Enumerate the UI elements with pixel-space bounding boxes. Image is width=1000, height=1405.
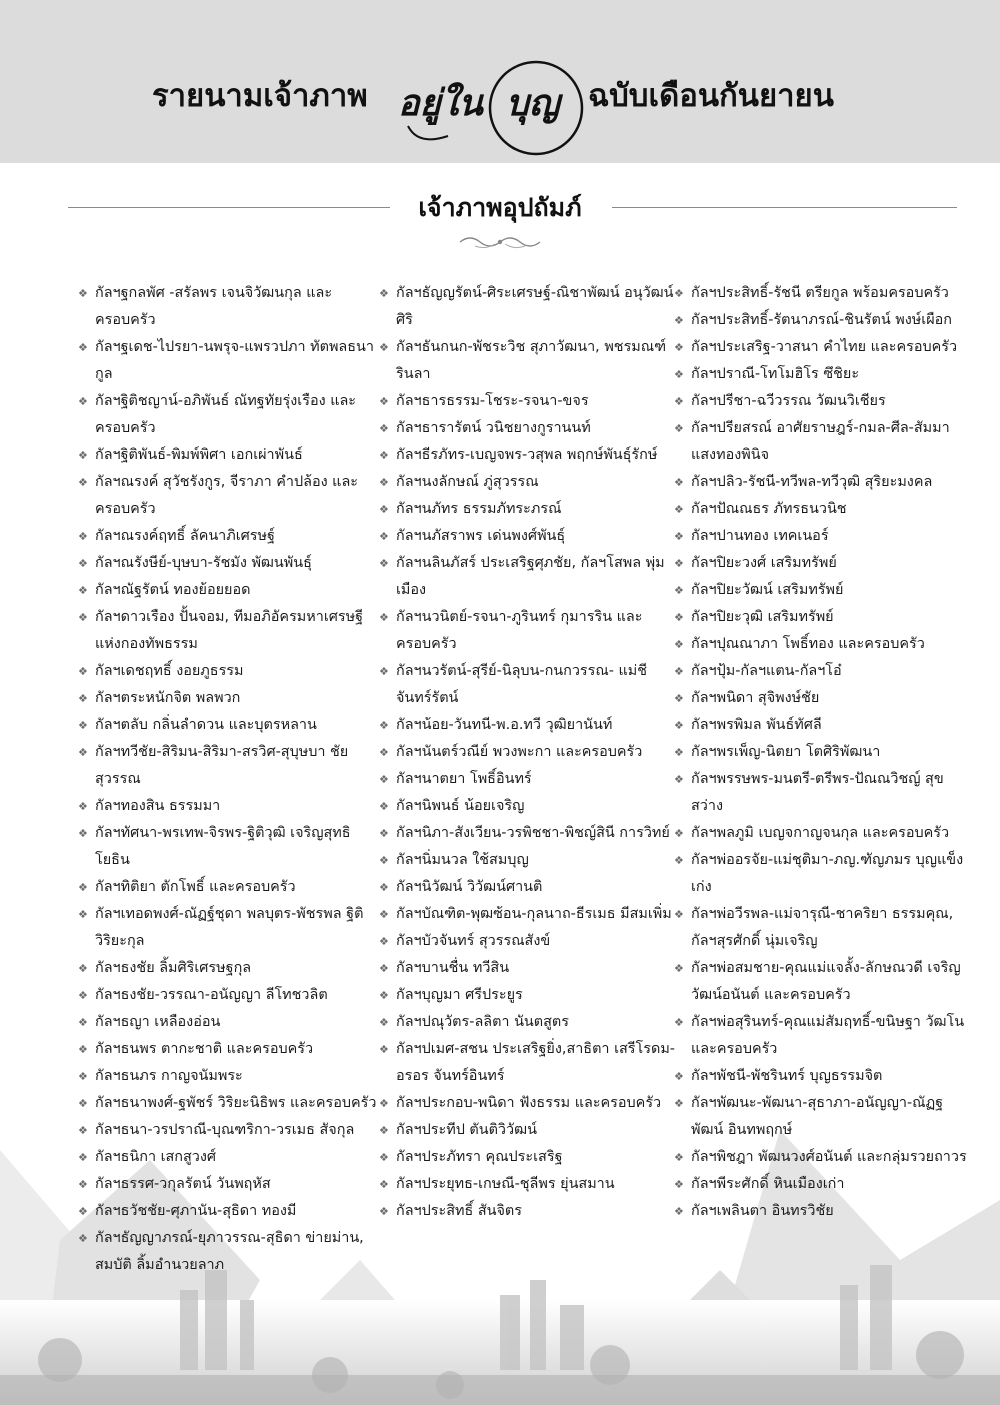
diamond-bullet-icon: ❖ — [78, 1205, 88, 1218]
sponsor-name: กัลฯธัญญาภรณ์-ยุภาวรรณ-สุธิดา ข่ายม่าน, สมบัติ ลิ้มอำนวยลาภ — [95, 1230, 364, 1273]
sponsor-name: กัลฯประสิทธิ์ สันจิตร — [396, 1203, 522, 1219]
list-item — [674, 685, 974, 712]
sponsor-name: กัลฯธวัชชัย-ศุภานัน-สุธิดา ทองมี — [95, 1203, 297, 1219]
list-item — [78, 550, 380, 577]
sponsor-name: กัลฯนิภา-สังเวียน-วรพิชชา-พิชญ์สินี การวิทย์ — [396, 825, 670, 841]
diamond-bullet-icon: ❖ — [78, 1043, 88, 1056]
sponsor-name: กัลฯธารธรรม-โชระ-รจนา-ขจร — [396, 393, 589, 409]
list-item — [78, 1009, 380, 1036]
sponsor-name: กัลฯพรรษพร-มนตรี-ตรีพร-ปัณณวิชญ์ สุขสว่าง — [691, 771, 944, 814]
list-item — [78, 1225, 380, 1279]
list-item — [674, 631, 974, 658]
list-item — [379, 1036, 682, 1090]
diamond-bullet-icon: ❖ — [379, 989, 389, 1002]
sponsor-name: กัลฯธนภร กาญจนัมพระ — [95, 1068, 243, 1084]
list-item — [379, 1090, 682, 1117]
magazine-logo — [388, 56, 588, 160]
diamond-bullet-icon: ❖ — [78, 1151, 88, 1164]
list-item — [379, 280, 682, 334]
diamond-bullet-icon: ❖ — [379, 773, 389, 786]
diamond-bullet-icon: ❖ — [379, 611, 389, 624]
list-item — [674, 361, 974, 388]
list-item — [78, 523, 380, 550]
list-item — [78, 685, 380, 712]
sponsor-name: กัลฯปเมศ-สชน ประเสริฐยิ่ง,สาธิตา เสรีโรดม- อรอร จันทร์อินทร์ — [396, 1041, 676, 1084]
list-item — [674, 604, 974, 631]
list-item — [78, 604, 380, 658]
diamond-bullet-icon: ❖ — [379, 935, 389, 948]
list-item — [78, 1090, 380, 1117]
sponsor-name: กัลฯฐิติพันธ์-พิมพ์พิศา เอกเผ่าพันธ์ — [95, 447, 303, 463]
list-item — [78, 955, 380, 982]
diamond-bullet-icon: ❖ — [674, 962, 684, 975]
sponsor-name: กัลฯดาวเรือง ปั้นจอม, ทีมอภิอัครมหาเศรษฐี แห่งกองทัพธรรม — [95, 609, 364, 652]
diamond-bullet-icon: ❖ — [674, 503, 684, 516]
list-item — [674, 1171, 974, 1198]
sponsor-name: กัลฯณรังษีย์-บุษบา-รัชมัง พัฒนพันธุ์ — [95, 555, 312, 571]
diamond-bullet-icon: ❖ — [379, 1151, 389, 1164]
sponsor-name: กัลฯบานชื่น ทวีสิน — [396, 960, 510, 976]
list-item — [674, 820, 974, 847]
diamond-bullet-icon: ❖ — [674, 1070, 684, 1083]
diamond-bullet-icon: ❖ — [78, 989, 88, 1002]
list-item — [674, 523, 974, 550]
list-item — [379, 1117, 682, 1144]
list-item — [78, 577, 380, 604]
list-item — [78, 658, 380, 685]
diamond-bullet-icon: ❖ — [379, 962, 389, 975]
diamond-bullet-icon: ❖ — [78, 287, 88, 300]
sponsor-name: กัลฯประยุทธ-เกษณี-ชุลีพร ยุ่นสมาน — [396, 1176, 615, 1192]
sponsor-name: กัลฯปณุวัตร-ลลิตา นันตสูตร — [396, 1014, 569, 1030]
sponsor-name: กัลฯปลิว-รัชนี-ทวีพล-ทวีวุฒิ สุริยะมงคล — [691, 474, 933, 490]
list-item — [379, 415, 682, 442]
diamond-bullet-icon: ❖ — [379, 557, 389, 570]
sponsor-name: กัลฯพนิดา สุจิพงษ์ชัย — [691, 690, 820, 706]
diamond-bullet-icon: ❖ — [78, 746, 88, 759]
diamond-bullet-icon: ❖ — [379, 449, 389, 462]
list-item — [78, 1036, 380, 1063]
sponsor-name: กัลฯประสิทธิ์-รัชนี ตรียกูล พร้อมครอบครัว — [691, 285, 949, 301]
header-title-right: ฉบับเดือนกันยายน — [588, 78, 834, 114]
diamond-bullet-icon: ❖ — [379, 476, 389, 489]
list-item — [78, 712, 380, 739]
sponsor-name: กัลฯปุ้ม-กัลฯแตน-กัลฯโอ๋ — [691, 663, 842, 679]
diamond-bullet-icon: ❖ — [674, 827, 684, 840]
diamond-bullet-icon: ❖ — [379, 503, 389, 516]
diamond-bullet-icon: ❖ — [379, 827, 389, 840]
sponsor-name: กัลฯนวนิตย์-รจนา-ภูรินทร์ กุมารริน และครอบครัว — [396, 609, 643, 652]
list-item — [379, 1009, 682, 1036]
diamond-bullet-icon: ❖ — [78, 530, 88, 543]
list-item — [379, 523, 682, 550]
list-item — [379, 388, 682, 415]
diamond-bullet-icon: ❖ — [78, 1070, 88, 1083]
sponsor-name: กัลฯบัวจันทร์ สุวรรณสังข์ — [396, 933, 551, 949]
diamond-bullet-icon: ❖ — [78, 584, 88, 597]
sponsor-name: กัลฯนงลักษณ์ ภู่สุวรรณ — [396, 474, 539, 490]
diamond-bullet-icon: ❖ — [78, 1178, 88, 1191]
sponsor-name: กัลฯธีรภัทร-เบญจพร-วสุพล พฤกษ์พันธุ์รักษ์ — [396, 447, 658, 463]
sponsor-name: กัลฯประกอบ-พนิดา ฟังธรรม และครอบครัว — [396, 1095, 662, 1111]
diamond-bullet-icon: ❖ — [674, 1178, 684, 1191]
list-item — [78, 739, 380, 793]
sponsor-name: กัลฯปิยะวงศ์ เสริมทรัพย์ — [691, 555, 837, 571]
sponsor-name: กัลฯเทอดพงศ์-ณัฏฐ์ชุดา พลบุตร-พัชรพล ฐิติวิริยะกุล — [95, 906, 364, 949]
sponsor-name: กัลฯตลับ กลิ่นลำดวน และบุตรหลาน — [95, 717, 317, 733]
diamond-bullet-icon: ❖ — [78, 341, 88, 354]
list-item — [379, 1144, 682, 1171]
list-item — [674, 658, 974, 685]
list-item — [674, 847, 974, 901]
sponsor-name: กัลฯพลภูมิ เบญจกาญจนกุล และครอบครัว — [691, 825, 950, 841]
list-item — [78, 1171, 380, 1198]
list-item — [674, 955, 974, 1009]
diamond-bullet-icon: ❖ — [379, 881, 389, 894]
sponsor-name: กัลฯทองสิน ธรรมมา — [95, 798, 221, 814]
diamond-bullet-icon: ❖ — [379, 1124, 389, 1137]
diamond-bullet-icon: ❖ — [674, 1016, 684, 1029]
list-item — [78, 982, 380, 1009]
diamond-bullet-icon: ❖ — [379, 341, 389, 354]
diamond-bullet-icon: ❖ — [674, 530, 684, 543]
list-item — [379, 1198, 682, 1225]
sponsor-name: กัลฯปิยะวัฒน์ เสริมทรัพย์ — [691, 582, 844, 598]
header-title-left: รายนามเจ้าภาพ — [152, 78, 368, 114]
sponsor-name: กัลฯนภัทร ธรรมภัทระภรณ์ — [396, 501, 562, 517]
list-item — [674, 280, 974, 307]
section-title: เจ้าภาพอุปถัมภ์ — [418, 193, 582, 222]
list-item — [379, 1171, 682, 1198]
list-item — [379, 496, 682, 523]
sponsor-name: กัลฯพิชฎา พัฒนวงศ์อนันต์ และกลุ่มรวยถาวร — [691, 1149, 967, 1165]
sponsor-name: กัลฯปรียสรณ์ อาศัยราษฎร์-กมล-ศีล-สัมมา แสงทองพินิจ — [691, 420, 950, 463]
sponsor-name: กัลฯพ่ออรจัย-แม่ชุติมา-ภญ.ฑัญภมร บุญแข็งเก่ง — [691, 852, 964, 895]
list-item — [379, 334, 682, 388]
diamond-bullet-icon: ❖ — [379, 1016, 389, 1029]
sponsor-name: กัลฯนันตร์วณีย์ พวงพะกา และครอบครัว — [396, 744, 643, 760]
sponsor-name: กัลฯณรงค์ สุวัชรังกูร, จีราภา คำปล้อง และครอบครัว — [95, 474, 359, 517]
diamond-bullet-icon: ❖ — [674, 908, 684, 921]
list-item — [78, 334, 380, 388]
list-item — [674, 712, 974, 739]
logo-word-1: อยู่ใน — [398, 82, 483, 124]
list-item — [379, 901, 682, 928]
list-item — [78, 388, 380, 442]
list-item — [379, 469, 682, 496]
sponsor-name: กัลฯธารารัตน์ วนิชยางกูรานนท์ — [396, 420, 591, 436]
sponsor-name: กัลฯพ่อสมชาย-คุณแม่แจลั้ง-ลักษณวดี เจริญวัฒน์อนันต์ และครอบครัว — [691, 960, 961, 1003]
sponsor-name: กัลฯพรพิมล พันธ์ทัศลี — [691, 717, 822, 733]
sponsor-name: กัลฯนาตยา โพธิ์อินทร์ — [396, 771, 532, 787]
list-item — [674, 1144, 974, 1171]
diamond-bullet-icon: ❖ — [78, 611, 88, 624]
list-item — [674, 739, 974, 766]
diamond-bullet-icon: ❖ — [78, 665, 88, 678]
divider-right — [612, 207, 957, 208]
list-item — [379, 928, 682, 955]
sponsor-name: กัลฯเพลินตา อินทรวิชัย — [691, 1203, 834, 1219]
sponsor-column-3 — [674, 280, 974, 1225]
diamond-bullet-icon: ❖ — [674, 1151, 684, 1164]
diamond-bullet-icon: ❖ — [379, 422, 389, 435]
sponsor-name: กัลฯปานทอง เทคเนอร์ — [691, 528, 829, 544]
list-item — [674, 1063, 974, 1090]
diamond-bullet-icon: ❖ — [379, 800, 389, 813]
sponsor-name: กัลฯปิยะวุฒิ เสริมทรัพย์ — [691, 609, 834, 625]
list-item — [674, 388, 974, 415]
list-item — [674, 415, 974, 469]
sponsor-name: กัลฯประภัทรา คุณประเสริฐ — [396, 1149, 563, 1165]
diamond-bullet-icon: ❖ — [674, 611, 684, 624]
diamond-bullet-icon: ❖ — [78, 395, 88, 408]
sponsor-name: กัลฯน้อย-วันทนี-พ.อ.ทวี วุฒิยานันท์ — [396, 717, 613, 733]
sponsor-name: กัลฯธนพร ตากะชาติ และครอบครัว — [95, 1041, 314, 1057]
sponsor-name: กัลฯทวีชัย-สิริมน-สิริมา-สรวิศ-สุบุษบา ชัยสุวรรณ — [95, 744, 349, 787]
sponsor-name: กัลฯประทีป ตันติวิวัฒน์ — [396, 1122, 537, 1138]
sponsor-column-1 — [78, 280, 380, 1279]
sponsor-name: กัลฯบัณฑิต-พุฒซ้อน-กุลนาถ-ธีรเมธ มีสมเพิ่ม — [396, 906, 672, 922]
sponsor-name: กัลฯพัฒนะ-พัฒนา-สุธาภา-อนัญญา-ณัฏฐพัฒน์ อินทพฤกษ์ — [691, 1095, 944, 1138]
diamond-bullet-icon: ❖ — [78, 908, 88, 921]
sponsor-name: กัลฯณรงค์ฤทธิ์ ลัคนาภิเศรษฐ์ — [95, 528, 275, 544]
diamond-bullet-icon: ❖ — [379, 854, 389, 867]
list-item — [78, 1117, 380, 1144]
diamond-bullet-icon: ❖ — [78, 476, 88, 489]
list-item — [674, 577, 974, 604]
sponsor-name: กัลฯธญา เหลืองอ่อน — [95, 1014, 221, 1030]
diamond-bullet-icon: ❖ — [78, 692, 88, 705]
sponsor-name: กัลฯปัณณธร ภัทรธนวนิช — [691, 501, 847, 517]
diamond-bullet-icon: ❖ — [78, 557, 88, 570]
diamond-bullet-icon: ❖ — [78, 881, 88, 894]
list-item — [78, 901, 380, 955]
diamond-bullet-icon: ❖ — [78, 1124, 88, 1137]
ornament-flourish-icon — [455, 232, 545, 252]
diamond-bullet-icon: ❖ — [78, 962, 88, 975]
list-item — [674, 550, 974, 577]
list-item — [78, 280, 380, 334]
sponsor-name: กัลฯบุญมา ศรีประยูร — [396, 987, 523, 1003]
list-item — [379, 793, 682, 820]
sponsor-name: กัลฯธนิกา เสกสูวงศ์ — [95, 1149, 217, 1165]
diamond-bullet-icon: ❖ — [379, 719, 389, 732]
diamond-bullet-icon: ❖ — [674, 368, 684, 381]
list-item — [379, 712, 682, 739]
list-item — [78, 469, 380, 523]
list-item — [78, 442, 380, 469]
list-item — [379, 955, 682, 982]
diamond-bullet-icon: ❖ — [674, 854, 684, 867]
diamond-bullet-icon: ❖ — [379, 908, 389, 921]
diamond-bullet-icon: ❖ — [674, 341, 684, 354]
sponsor-name: กัลฯธัญญรัตน์-ศิระเศรษฐ์-ณิชาพัฒน์ อนุวัฒน์ศิริ — [396, 285, 674, 328]
sponsor-name: กัลฯฐเดช-ไปรยา-นพรุจ-แพรวปภา ทัตพลธนากูล — [95, 339, 374, 382]
list-item — [674, 1090, 974, 1144]
sponsor-name: กัลฯนลินภัสร์ ประเสริฐศุภชัย, กัลฯโสพล พุ่มเมือง — [396, 555, 665, 598]
list-item — [78, 1144, 380, 1171]
sponsor-name: กัลฯธงชัย ลิ้มศิริเศรษฐกุล — [95, 960, 252, 976]
sponsor-name: กัลฯพ่อวีรพล-แม่จารุณี-ชาคริยา ธรรมคุณ, กัลฯสุรศักดิ์ นุ่มเจริญ — [691, 906, 954, 949]
diamond-bullet-icon: ❖ — [674, 773, 684, 786]
logo-word-2: บุญ — [506, 82, 560, 124]
diamond-bullet-icon: ❖ — [379, 746, 389, 759]
diamond-bullet-icon: ❖ — [78, 827, 88, 840]
diamond-bullet-icon: ❖ — [78, 719, 88, 732]
sponsor-name: กัลฯพีระศักดิ์ หินเมืองเก่า — [691, 1176, 845, 1192]
sponsor-name: กัลฯธงชัย-วรรณา-อนัญญา ลีโทชวลิต — [95, 987, 328, 1003]
list-item — [78, 874, 380, 901]
sponsor-column-2 — [379, 280, 682, 1225]
diamond-bullet-icon: ❖ — [674, 476, 684, 489]
list-item — [674, 1198, 974, 1225]
list-item — [379, 982, 682, 1009]
diamond-bullet-icon: ❖ — [674, 665, 684, 678]
diamond-bullet-icon: ❖ — [379, 530, 389, 543]
list-item — [379, 442, 682, 469]
sponsor-name: กัลฯปราณี-โทโมฮิโร ซึชิยะ — [691, 366, 860, 382]
diamond-bullet-icon: ❖ — [674, 287, 684, 300]
diamond-bullet-icon: ❖ — [379, 1205, 389, 1218]
list-item — [379, 820, 682, 847]
list-item — [78, 793, 380, 820]
list-item — [674, 469, 974, 496]
list-item — [674, 1009, 974, 1063]
sponsor-name: กัลฯพรเพ็ญ-นิตยา โตศิริพัฒนา — [691, 744, 881, 760]
diamond-bullet-icon: ❖ — [674, 314, 684, 327]
sponsor-name: กัลฯนิ่มนวล ใช้สมบุญ — [396, 852, 529, 868]
list-item — [78, 1063, 380, 1090]
diamond-bullet-icon: ❖ — [78, 449, 88, 462]
list-item — [379, 550, 682, 604]
sponsor-name: กัลฯธนา-วรปราณี-บุณฑริกา-วรเมธ สัจกุล — [95, 1122, 355, 1138]
header-banner — [0, 0, 1000, 163]
list-item — [674, 766, 974, 820]
diamond-bullet-icon: ❖ — [78, 1016, 88, 1029]
list-item — [379, 847, 682, 874]
diamond-bullet-icon: ❖ — [674, 422, 684, 435]
diamond-bullet-icon: ❖ — [78, 1097, 88, 1110]
sponsor-name: กัลฯปุณณาภา โพธิ์ทอง และครอบครัว — [691, 636, 925, 652]
diamond-bullet-icon: ❖ — [674, 557, 684, 570]
sponsor-name: กัลฯฐกลพัศ -สรัลพร เจนจิวัฒนกุล และครอบครัว — [95, 285, 333, 328]
list-item — [379, 766, 682, 793]
sponsor-name: กัลฯเดชฤทธิ์ งอยภูธรรม — [95, 663, 244, 679]
sponsor-name: กัลฯปรีชา-ฉวีวรรณ วัฒนวิเชียร — [691, 393, 886, 409]
list-item — [379, 874, 682, 901]
diamond-bullet-icon: ❖ — [78, 800, 88, 813]
sponsor-name: กัลฯทัศนา-พรเทพ-จิรพร-ฐิติวุฒิ เจริญสุทธิโยธิน — [95, 825, 351, 868]
diamond-bullet-icon: ❖ — [674, 1097, 684, 1110]
list-item — [78, 820, 380, 874]
diamond-bullet-icon: ❖ — [379, 1097, 389, 1110]
diamond-bullet-icon: ❖ — [379, 287, 389, 300]
sponsor-name: กัลฯนวรัตน์-สุรีย์-นิลุบน-กนกวรรณ- แม่ชีจันทร์รัตน์ — [396, 663, 648, 706]
diamond-bullet-icon: ❖ — [674, 395, 684, 408]
sponsor-name: กัลฯธันกนก-พัชระวิช สุภาวัฒนา, พชรมณฑ์ รินลา — [396, 339, 667, 382]
sponsor-name: กัลฯประเสริฐ-วาสนา คำไทย และครอบครัว — [691, 339, 958, 355]
list-item — [674, 334, 974, 361]
list-item — [674, 496, 974, 523]
sponsor-name: กัลฯนิพนธ์ น้อยเจริญ — [396, 798, 525, 814]
sponsor-name: กัลฯณัฐรัตน์ ทองย้อยยอด — [95, 582, 251, 598]
diamond-bullet-icon: ❖ — [674, 638, 684, 651]
sponsor-name: กัลฯธรรศ-วกุลรัตน์ วันพฤหัส — [95, 1176, 271, 1192]
diamond-bullet-icon: ❖ — [379, 395, 389, 408]
diamond-bullet-icon: ❖ — [674, 692, 684, 705]
diamond-bullet-icon: ❖ — [674, 746, 684, 759]
diamond-bullet-icon: ❖ — [674, 719, 684, 732]
diamond-bullet-icon: ❖ — [674, 584, 684, 597]
sponsor-name: กัลฯพัชนี-พัชรินทร์ บุญธรรมจิต — [691, 1068, 883, 1084]
sponsor-name: กัลฯฐิติชญาน์-อภิพันธ์ ณัทฐทัยรุ่งเรือง และครอบครัว — [95, 393, 357, 436]
diamond-bullet-icon: ❖ — [379, 1043, 389, 1056]
list-item — [674, 307, 974, 334]
list-item — [78, 1198, 380, 1225]
list-item — [379, 658, 682, 712]
diamond-bullet-icon: ❖ — [78, 1232, 88, 1245]
sponsor-name: กัลฯประสิทธิ์-รัตนาภรณ์-ชินรัตน์ พงษ์เผือก — [691, 312, 952, 328]
diamond-bullet-icon: ❖ — [674, 1205, 684, 1218]
diamond-bullet-icon: ❖ — [379, 1178, 389, 1191]
list-item — [379, 739, 682, 766]
sponsor-name: กัลฯทิติยา ตักโพธิ์ และครอบครัว — [95, 879, 296, 895]
diamond-bullet-icon: ❖ — [379, 665, 389, 678]
sponsor-name: กัลฯธนาพงศ์-ฐพัชร์ วิริยะนิธิพร และครอบครัว — [95, 1095, 377, 1111]
sponsor-name: กัลฯพ่อสุรินทร์-คุณแม่สัมฤทธิ์-ขนิษฐา วัฒโน และครอบครัว — [691, 1014, 965, 1057]
sponsor-name: กัลฯตระหนักจิต พลพวก — [95, 690, 241, 706]
sponsor-name: กัลฯนิวัฒน์ วิวัฒน์ศานติ — [396, 879, 543, 895]
list-item — [674, 901, 974, 955]
list-item — [379, 604, 682, 658]
sponsor-name: กัลฯนภัสราพร เด่นพงศ์พันธุ์ — [396, 528, 566, 544]
